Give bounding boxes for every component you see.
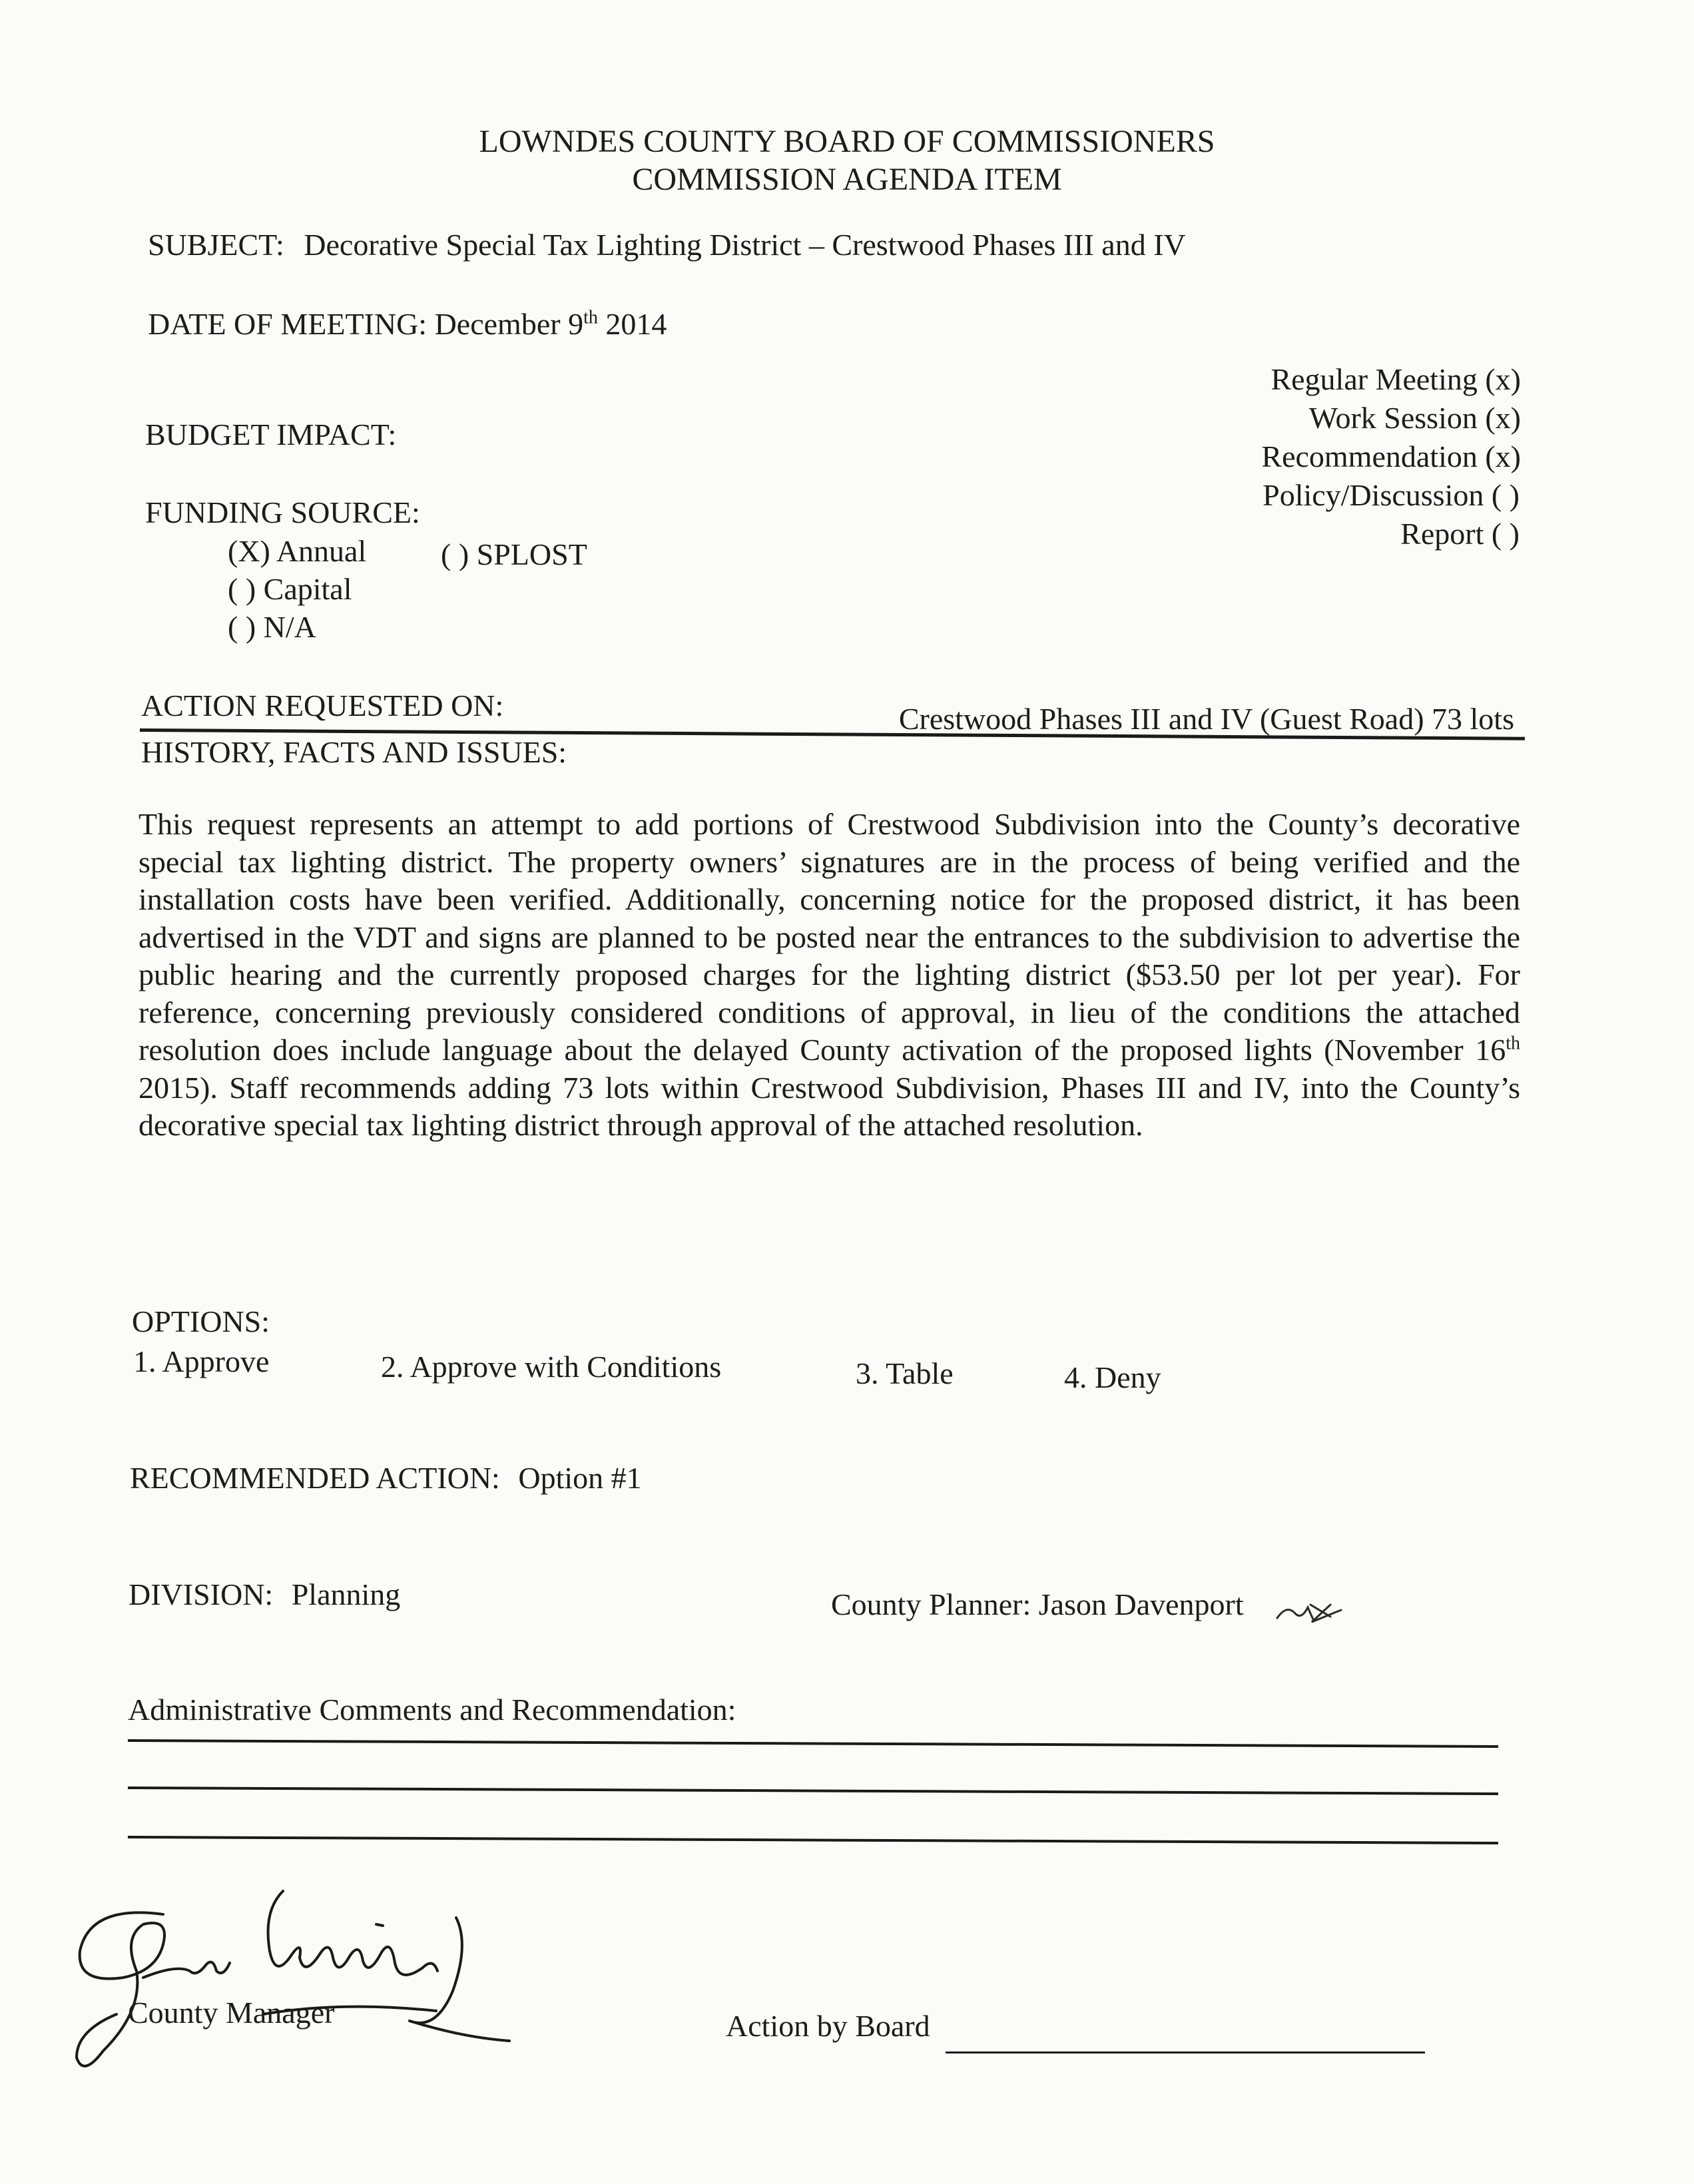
county-manager-label: County Manager [128, 1996, 335, 2030]
funding-annual: (X) Annual [228, 534, 367, 568]
meeting-date-year: 2014 [605, 307, 667, 341]
meeting-type-work-session: Work Session (x) [1308, 401, 1521, 435]
funding-capital: ( ) Capital [228, 572, 352, 606]
budget-impact-label: BUDGET IMPACT: [145, 417, 397, 451]
meeting-date-row [148, 308, 667, 342]
history-label: HISTORY, FACTS AND ISSUES: [141, 735, 567, 769]
planner-initials-mark [1272, 1593, 1352, 1633]
action-requested-label: ACTION REQUESTED ON: [141, 688, 504, 722]
subject-label: SUBJECT: [148, 228, 284, 262]
meeting-type-regular: Regular Meeting (x) [1270, 362, 1521, 396]
division-label: DIVISION: [129, 1577, 274, 1611]
admin-comments-line-1 [128, 1739, 1498, 1748]
option-table: 3. Table [856, 1356, 954, 1390]
county-manager-signature [63, 1878, 516, 2084]
meeting-date-label: DATE OF MEETING: [148, 307, 427, 341]
recommended-action-row [130, 1462, 642, 1496]
recommended-action-value: Option #1 [518, 1461, 642, 1495]
division-value: Planning [291, 1577, 401, 1611]
admin-comments-line-3 [128, 1836, 1498, 1844]
header-line-1: LOWNDES COUNTY BOARD OF COMMISSIONERS [479, 124, 1215, 159]
action-requested-value: Crestwood Phases III and IV (Guest Road) 73 lots [898, 702, 1514, 736]
history-text-sup: th [1506, 1033, 1520, 1054]
admin-comments-label: Administrative Comments and Recommendation: [128, 1693, 736, 1727]
header-line-2: COMMISSION AGENDA ITEM [632, 162, 1062, 197]
option-approve-with-conditions: 2. Approve with Conditions [381, 1350, 722, 1384]
meeting-type-policy-discussion: Policy/Discussion ( ) [1263, 478, 1520, 512]
recommended-action-label: RECOMMENDED ACTION: [130, 1461, 500, 1495]
funding-source-label: FUNDING SOURCE: [145, 495, 420, 529]
options-label: OPTIONS: [132, 1304, 270, 1338]
subject-row [148, 228, 1186, 262]
action-by-board-label: Action by Board [726, 2009, 930, 2043]
history-text-part-1: This request represents an attempt to add portions of Crestwood Subdivision into the County’s decorative special tax lighting district. The property owners’ signatures are in the process of being verified and the installation costs have been verified. Additionally, concerning notice for the proposed district, it has been advertised in the VDT and signs are planned to be posted near the entrances to the subdivision to advertise the public hearing and the currently proposed charges for the lighting district ($53.50 per lot per year). For reference, concerning previously considered conditions of approval, in lieu of the conditions the attached resolution does include language about the delayed County activation of the proposed lights (November 16 [139, 807, 1520, 1067]
meeting-date-suffix: th [583, 307, 598, 328]
meeting-type-report: Report ( ) [1400, 517, 1520, 551]
funding-na: ( ) N/A [228, 610, 316, 644]
history-text-part-2: 2015). Staff recommends adding 73 lots within Crestwood Subdivision, Phases III and IV, into the County’s decorative special tax lighting district through approval of the attached resolution. [139, 1070, 1520, 1142]
meeting-date-value: December 9 [434, 307, 584, 341]
subject-value: Decorative Special Tax Lighting District – Crestwood Phases III and IV [304, 228, 1186, 262]
meeting-type-recommendation: Recommendation (x) [1261, 439, 1521, 473]
admin-comments-line-2 [128, 1786, 1498, 1795]
action-by-board-line [946, 2051, 1425, 2053]
funding-splost: ( ) SPLOST [441, 537, 587, 571]
county-planner: County Planner: Jason Davenport [831, 1587, 1244, 1621]
division-row [129, 1578, 400, 1612]
option-approve: 1. Approve [133, 1344, 270, 1378]
history-paragraph [139, 806, 1520, 1145]
option-deny: 4. Deny [1064, 1360, 1161, 1394]
